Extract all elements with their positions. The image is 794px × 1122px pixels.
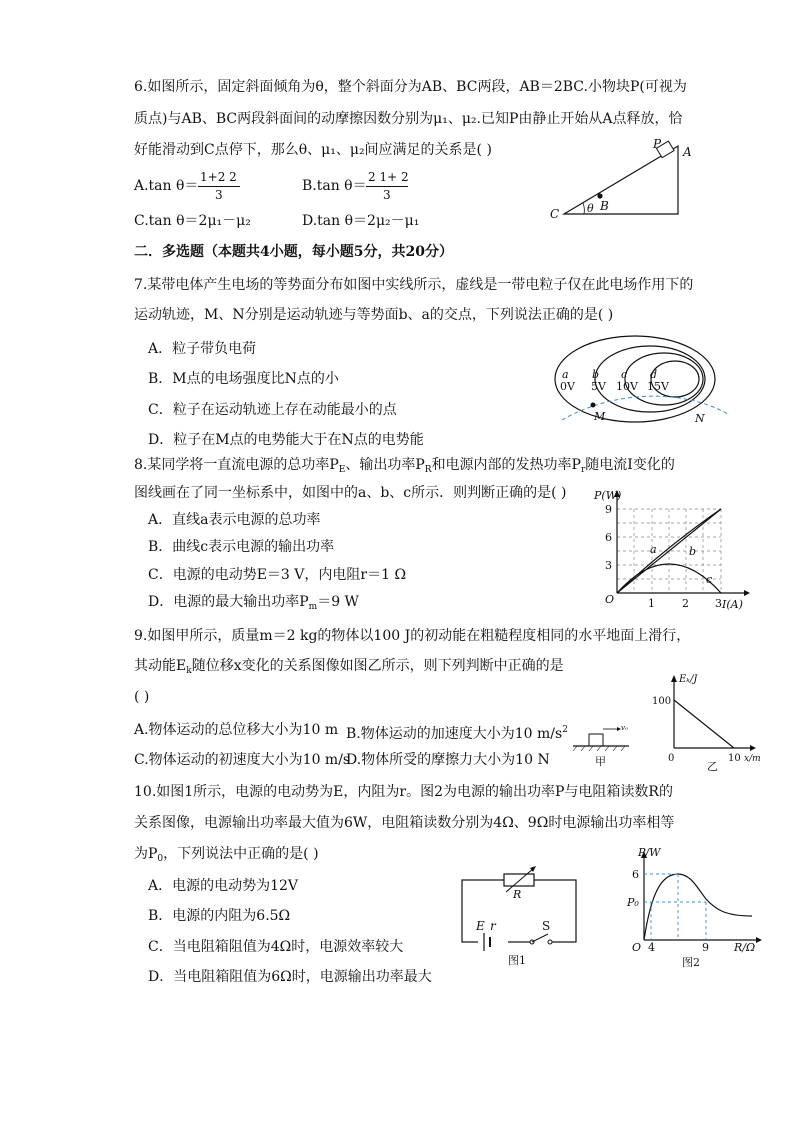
label-5v: 5V <box>591 380 606 393</box>
yi-label: 乙 <box>707 760 718 773</box>
x-tick-9: 9 <box>702 941 709 954</box>
block <box>589 734 603 746</box>
q7-option-b: B．M点的电场强度比N点的小 <box>148 371 339 387</box>
q8-sub-r: R <box>424 465 432 475</box>
label-e: E <box>476 919 485 933</box>
q8-stem-line2: 图线画在了同一坐标系中，如图中的a、b、c所示．则判断正确的是( ) <box>134 485 567 501</box>
y-tick-3: 3 <box>605 559 612 572</box>
q9-energy-chart <box>652 670 762 773</box>
q8-option-d-sub: m <box>308 602 318 612</box>
q9-option-b <box>346 721 568 743</box>
fig1-caption: 图1 <box>508 954 526 967</box>
q7-option-a: A．粒子带负电荷 <box>148 341 257 357</box>
point-b-dot <box>597 193 602 198</box>
label-theta: θ <box>587 202 594 215</box>
q6-option-b-prefix: B.tan θ＝ <box>302 178 367 194</box>
equipotential-a <box>555 336 715 422</box>
q6-option-b-fraction-bar <box>366 186 408 187</box>
label-a: a <box>562 368 569 381</box>
label-m: M <box>594 410 606 423</box>
guide-lines <box>644 874 706 940</box>
power-curve <box>644 874 752 940</box>
q10-stem-line2: 关系图像，电源输出功率最大值为6W，电阻箱读数分别为4Ω、9Ω时电源输出功率相等 <box>134 815 675 831</box>
label-15v: 15V <box>647 380 669 393</box>
label-a: a <box>650 543 657 556</box>
q10-stem-line3-prefix: 为P <box>134 846 158 862</box>
x-axis-arrow <box>744 590 750 596</box>
label-b: b <box>592 368 600 381</box>
q7-stem-line2: 运动轨迹，M、N分别是运动轨迹与等势面b、a的交点，下列说法正确的是( ) <box>134 307 614 323</box>
x-tick-4: 4 <box>648 941 655 954</box>
label-c: c <box>621 368 628 381</box>
x-axis-arrow <box>756 937 762 943</box>
label-p: P <box>653 137 662 151</box>
q10-sub-0: 0 <box>157 854 164 864</box>
q7-option-d: D．粒子在M点的电势能大于在N点的电势能 <box>148 432 424 448</box>
q9-sub-k: k <box>186 666 192 676</box>
q8-option-d-suffix: ＝9 W <box>317 594 359 610</box>
label-b: b <box>689 545 697 558</box>
point-m-dot <box>591 403 596 408</box>
y-axis-label: Eₖ/J <box>679 674 698 685</box>
y-tick-6: 6 <box>605 531 612 544</box>
q8-stem-part1: 8.某同学将一直流电源的总功率P <box>134 457 339 473</box>
x-tick-10: 10 <box>728 753 741 764</box>
q9-stem-line3: ( ) <box>134 689 150 705</box>
y-tick-9: 9 <box>605 503 612 516</box>
q6-option-a-prefix: A.tan θ＝ <box>134 178 199 194</box>
section-2-header: 二．多选题（本题共4小题，每小题5分，共20分） <box>134 244 453 260</box>
q9-option-a: A.物体运动的总位移大小为10 m <box>134 722 339 738</box>
q9-stem-line1: 9.如图甲所示，质量m＝2 kg的物体以100 J的初动能在粗糙程度相同的水平地面上滑行， <box>134 628 691 644</box>
q8-option-c: C．电源的电动势E＝3 V，内电阻r＝1 Ω <box>148 567 407 583</box>
q8-stem-line1 <box>134 456 675 479</box>
q6-option-a-fraction-bar <box>198 186 240 187</box>
switch-contact-right <box>548 940 552 944</box>
label-n: N <box>695 412 705 425</box>
label-a: A <box>683 145 692 159</box>
jia-label: 甲 <box>595 755 606 768</box>
q8-sub-rr: r <box>580 465 586 475</box>
q10-stem-line3-suffix: ，下列说法中正确的是( ) <box>163 846 319 862</box>
q6-option-b-denominator: 3 <box>383 188 391 202</box>
label-d: d <box>650 368 658 381</box>
q9-stem-line2 <box>134 657 564 680</box>
q9-block-figure <box>573 722 633 768</box>
origin-label: O <box>632 941 642 954</box>
fig2-caption: 图2 <box>682 956 700 969</box>
q6-option-a-numerator: 1+2 2 <box>200 170 237 184</box>
q7-option-c: C．粒子在运动轨迹上存在动能最小的点 <box>148 402 397 418</box>
q8-option-d-prefix: D．电源的最大输出功率P <box>148 594 309 610</box>
v0-label: v₀ <box>621 724 628 732</box>
y-tick-p0: P₀ <box>627 896 639 909</box>
ground-hatch <box>573 746 625 751</box>
q7-equipotential-figure <box>550 332 730 432</box>
q6-option-a-denominator: 3 <box>215 188 223 202</box>
x-axis-label: x/m <box>744 754 761 764</box>
x-tick-1: 1 <box>648 597 655 610</box>
q6-stem-line1: 6.如图所示，固定斜面倾角为θ，整个斜面分为AB、BC两段，AB＝2BC.小物块P(可视为 <box>134 79 687 95</box>
q6-option-b-numerator: 2 1+ 2 <box>368 170 409 184</box>
label-c: C <box>550 207 560 221</box>
y-axis-label: P/W <box>638 846 661 859</box>
q8-stem-part2: 、输出功率P <box>345 457 425 473</box>
q10-circuit-figure <box>458 864 582 972</box>
label-s: S <box>542 919 551 933</box>
x-axis-arrow <box>750 745 756 751</box>
q9-option-b-prefix: B.物体运动的加速度大小为10 m/s <box>346 726 563 742</box>
q9-stem-line2-prefix: 其动能E <box>134 658 187 674</box>
q6-option-a <box>134 177 198 195</box>
y-axis-arrow <box>671 675 677 682</box>
origin-label: O <box>605 593 615 606</box>
energy-line <box>674 700 734 748</box>
x-axis-label: I(A) <box>722 598 743 611</box>
label-r-internal: r <box>490 919 496 933</box>
q6-incline-figure <box>550 138 690 220</box>
q10-option-d: D．当电阻箱阻值为6Ω时，电源输出功率最大 <box>148 969 432 985</box>
q8-sub-e: E <box>338 465 346 475</box>
q8-option-d <box>148 593 359 616</box>
q6-option-d: D.tan θ＝2μ₂－μ₁ <box>302 213 420 229</box>
q9-option-c: C.物体运动的初速度大小为10 m/s <box>134 752 351 768</box>
x-tick-2: 2 <box>682 597 689 610</box>
y-tick-6: 6 <box>632 868 639 881</box>
x-tick-3: 3 <box>715 597 722 610</box>
q10-stem-line1: 10.如图1所示，电源的电动势为E，内阻为r。图2为电源的输出功率P与电阻箱读数R的 <box>134 784 673 800</box>
x-axis-label: R/Ω <box>734 941 756 954</box>
q6-stem-line3: 好能滑动到C点停下，那么θ、μ₁、μ₂间应满足的关系是( ) <box>134 142 492 158</box>
q8-stem-part4: 随电流I变化的 <box>585 457 675 473</box>
q8-option-b: B．曲线c表示电源的输出功率 <box>148 539 335 555</box>
q10-option-b: B．电源的内阻为6.5Ω <box>148 908 291 924</box>
label-0v: 0V <box>560 380 575 393</box>
origin-label: 0 <box>668 753 675 764</box>
q10-stem-line3 <box>134 845 319 868</box>
q10-option-c: C．当电阻箱阻值为4Ω时，电源效率较大 <box>148 939 404 955</box>
label-10v: 10V <box>616 380 638 393</box>
y-tick-100: 100 <box>652 696 672 707</box>
q8-option-a: A．直线a表示电源的总功率 <box>148 512 321 528</box>
q7-stem-line1: 7.某带电体产生电场的等势面分布如图中实线所示，虚线是一带电粒子仅在此电场作用下的 <box>134 277 694 293</box>
y-axis-label: P(W) <box>594 489 622 502</box>
resistor-box <box>504 874 534 886</box>
label-b: B <box>600 199 609 213</box>
battery-gap <box>478 934 508 950</box>
q9-option-b-sup: 2 <box>562 725 568 735</box>
q9-stem-line2-suffix: 随位移x变化的关系图像如图乙所示，则下列判断中正确的是 <box>191 658 564 674</box>
label-r-box: R <box>513 888 522 901</box>
q9-option-d: D.物体所受的摩擦力大小为10 N <box>346 752 550 768</box>
label-c: c <box>706 573 713 586</box>
angle-arc <box>583 203 584 214</box>
q10-power-chart <box>616 844 766 972</box>
q6-option-c: C.tan θ＝2μ₁－μ₂ <box>134 213 251 229</box>
q6-stem-line2: 质点)与AB、BC两段斜面间的动摩擦因数分别为μ₁、μ₂.已知P由静止开始从A点释放，恰 <box>134 111 683 127</box>
q10-option-a: A．电源的电动势为12V <box>148 878 299 894</box>
q8-power-chart <box>592 485 757 615</box>
q6-option-b <box>302 177 367 195</box>
q8-stem-part3: 和电源内部的发热功率P <box>431 457 581 473</box>
